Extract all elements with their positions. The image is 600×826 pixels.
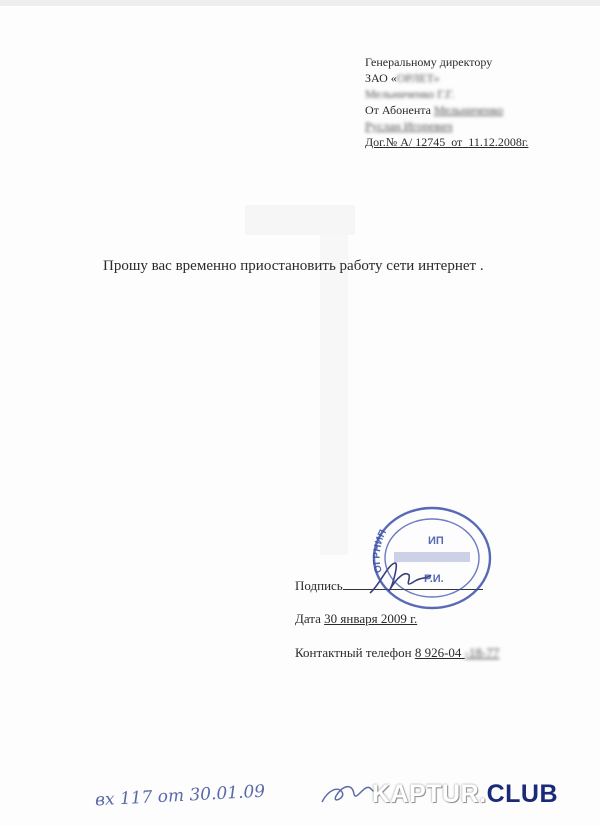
header-recipient-title: Генеральному директору bbox=[365, 55, 493, 69]
redacted-director-name: Мельниченко Г.Г. bbox=[365, 87, 455, 101]
scan-smudge bbox=[320, 235, 348, 555]
site-watermark: KAPTUR.CLUB bbox=[372, 780, 559, 808]
company-stamp bbox=[360, 502, 500, 612]
scan-smudge bbox=[0, 0, 600, 6]
request-text: Прошу вас временно приостановить работу сети интернет . bbox=[103, 258, 484, 274]
phone-row bbox=[295, 645, 499, 661]
stamp-initials: Р.И. bbox=[424, 573, 444, 585]
contract-date: 11.12.2008г. bbox=[468, 135, 529, 149]
header-sender: От Абонента Мельниченко bbox=[365, 103, 504, 117]
date-label: Дата bbox=[295, 611, 321, 626]
redacted-sender-surname: Мельниченко bbox=[433, 103, 504, 117]
header-company: ЗАО «ОРЛЕТ» bbox=[365, 71, 440, 85]
redacted-company: ОРЛЕТ» bbox=[396, 71, 440, 85]
recipient-header bbox=[365, 54, 565, 150]
phone-value: 8 926-04 -18-77 bbox=[414, 645, 500, 660]
redacted-sender-name: Руслан Игоревич bbox=[365, 119, 453, 133]
date-row bbox=[295, 611, 417, 627]
handwritten-receipt-note: вх 117 от 30.01.09 bbox=[94, 781, 266, 811]
stamp-top-text: ОГРНИП bbox=[371, 528, 390, 574]
contract-line: Дог.№ А/ 12745 от 11.12.2008г. bbox=[365, 135, 529, 149]
contract-number: 12745 bbox=[415, 135, 446, 149]
phone-label: Контактный телефон bbox=[295, 645, 412, 660]
date-value: 30 января 2009 г. bbox=[324, 611, 418, 626]
scan-smudge bbox=[245, 205, 355, 235]
redacted-phone-part: -18-77 bbox=[464, 645, 500, 660]
signature-label: Подпись bbox=[295, 578, 343, 593]
stamp-center-text: ИП bbox=[428, 535, 444, 547]
